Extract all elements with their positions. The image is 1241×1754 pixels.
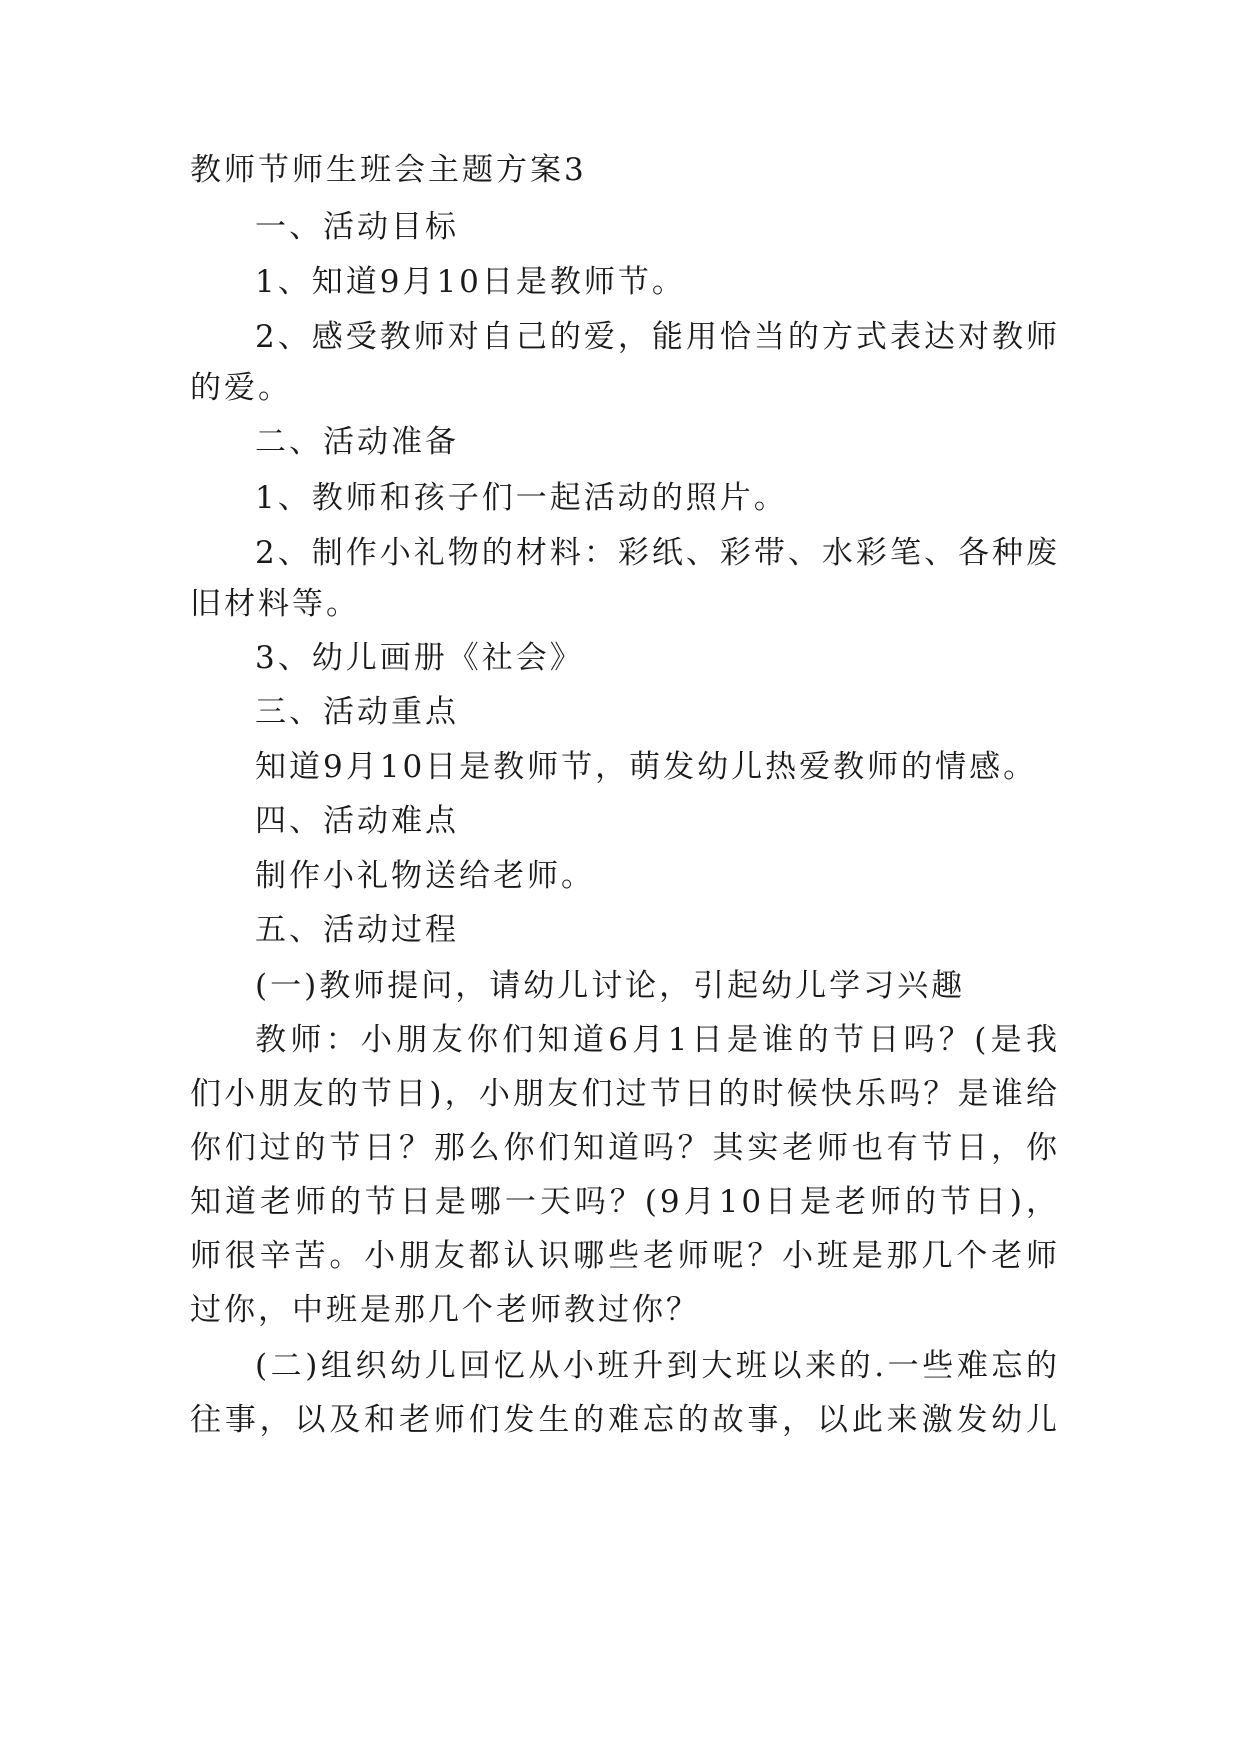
paragraph-line: (二)组织幼儿回忆从小班升到大班以来的.一些难忘的 bbox=[255, 1348, 1060, 1384]
section-heading-key-points: 三、活动重点 bbox=[255, 694, 459, 730]
paragraph-line: 1、知道9月10日是教师节。 bbox=[255, 264, 686, 300]
paragraph-line: 师很辛苦。小朋友都认识哪些老师呢？小班是那几个老师 bbox=[190, 1238, 1060, 1274]
section-heading-difficulties: 四、活动难点 bbox=[255, 803, 459, 839]
section-heading-preparation: 二、活动准备 bbox=[255, 424, 459, 460]
paragraph-line: 过你，中班是那几个老师教过你？ bbox=[190, 1292, 700, 1328]
paragraph-line: 你们过的节日？那么你们知道吗？其实老师也有节日，你 bbox=[190, 1130, 1060, 1166]
paragraph-line: 知道老师的节日是哪一天吗？(9月10日是老师的节日)， bbox=[190, 1184, 1060, 1220]
paragraph-line: 往事，以及和老师们发生的难忘的故事，以此来激发幼儿 bbox=[190, 1402, 1060, 1438]
paragraph-line: 旧材料等。 bbox=[190, 586, 360, 622]
document-title: 教师节师生班会主题方案3 bbox=[190, 152, 587, 188]
section-heading-process: 五、活动过程 bbox=[255, 912, 459, 948]
paragraph-line: 2、制作小礼物的材料：彩纸、彩带、水彩笔、各种废 bbox=[255, 535, 1060, 571]
section-heading-goals: 一、活动目标 bbox=[255, 209, 459, 245]
paragraph-line: 知道9月10日是教师节，萌发幼儿热爱教师的情感。 bbox=[255, 749, 1038, 785]
paragraph-line: (一)教师提问，请幼儿讨论，引起幼儿学习兴趣 bbox=[255, 968, 966, 1004]
paragraph-line: 3、幼儿画册《社会》 bbox=[255, 640, 584, 676]
paragraph-line: 2、感受教师对自己的爱，能用恰当的方式表达对教师 bbox=[255, 319, 1060, 355]
paragraph-line: 教师：小朋友你们知道6月1日是谁的节日吗？(是我 bbox=[255, 1022, 1060, 1058]
paragraph-line: 制作小礼物送给老师。 bbox=[255, 858, 595, 894]
paragraph-line: 们小朋友的节日)，小朋友们过节日的时候快乐吗？是谁给 bbox=[190, 1076, 1060, 1112]
paragraph-line: 的爱。 bbox=[190, 370, 292, 406]
paragraph-line: 1、教师和孩子们一起活动的照片。 bbox=[255, 480, 788, 516]
